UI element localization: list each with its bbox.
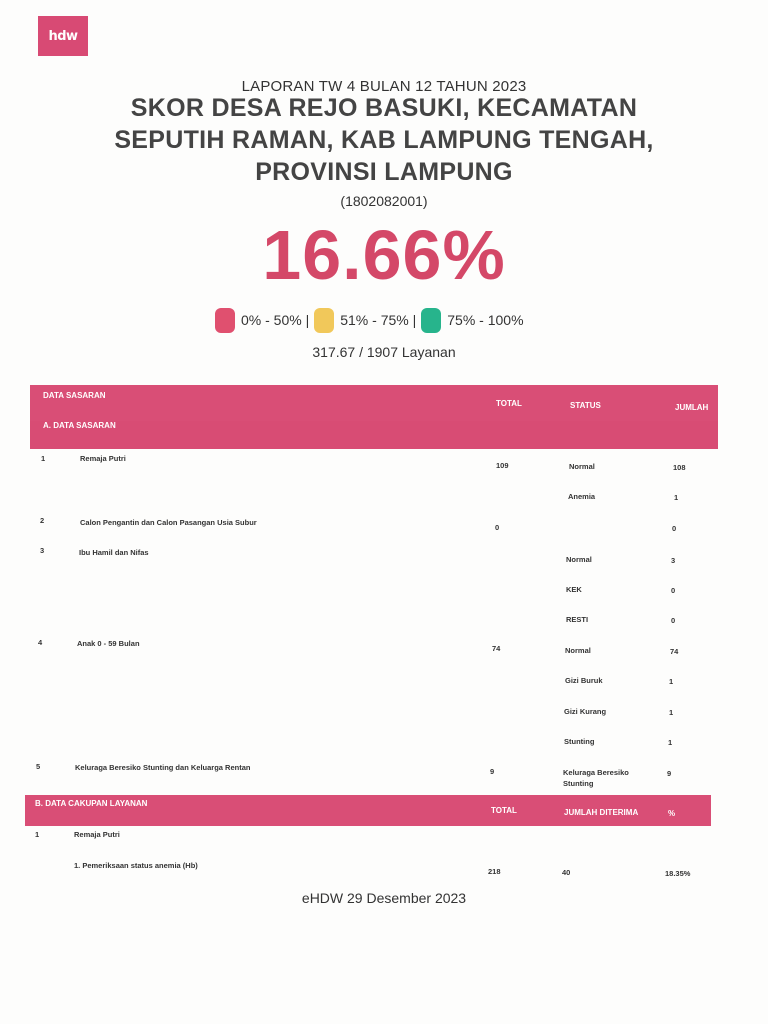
row-no: 3 xyxy=(40,546,45,555)
row-jumlah: 3 xyxy=(671,556,676,565)
row-total: 0 xyxy=(495,523,500,532)
row-status: Stunting xyxy=(564,737,595,746)
row-label: Calon Pengantin dan Calon Pasangan Usia Subur xyxy=(80,518,257,527)
row-jumlah: 1 xyxy=(674,493,679,502)
row-status: Normal xyxy=(566,555,592,564)
village-code: (1802082001) xyxy=(340,193,428,209)
row-jumlah: 1 xyxy=(668,738,673,747)
score-legend xyxy=(215,305,529,335)
row-jumlah: 0 xyxy=(671,616,676,625)
th-jumlah: JUMLAH xyxy=(675,403,709,412)
legend-swatch-yellow xyxy=(314,308,334,333)
row-status: Normal xyxy=(569,462,595,471)
th-percent: % xyxy=(668,809,676,818)
row-percent: 18.35% xyxy=(665,869,691,878)
logo-text: hdw xyxy=(48,28,78,44)
row-jumlah: 108 xyxy=(673,463,686,472)
row-status: Gizi Kurang xyxy=(564,707,607,716)
th-status: STATUS xyxy=(570,401,601,410)
section-a-label: A. DATA SASARAN xyxy=(43,421,116,430)
row-total: 74 xyxy=(492,644,501,653)
report-period: LAPORAN TW 4 BULAN 12 TAHUN 2023 xyxy=(241,78,527,95)
row-status: Keluraga Beresiko Stunting xyxy=(563,768,629,788)
th-jumlah-diterima: JUMLAH DITERIMA xyxy=(564,808,639,817)
row-label: Remaja Putri xyxy=(80,454,126,463)
table-b-header xyxy=(25,795,711,826)
row-status: KEK xyxy=(566,585,582,594)
score-value: 16.66% xyxy=(262,216,506,294)
row-jumlah: 0 xyxy=(672,524,677,533)
section-a-header xyxy=(30,421,718,449)
row-no: 4 xyxy=(38,638,43,647)
legend-label-yellow: 51% - 75% | xyxy=(340,312,417,328)
legend-swatch-green xyxy=(421,308,441,333)
row-label: Ibu Hamil dan Nifas xyxy=(79,548,149,557)
th-total-b: TOTAL xyxy=(491,806,517,815)
page-title: SKOR DESA REJO BASUKI, KECAMATAN SEPUTIH RAMAN, KAB LAMPUNG TENGAH, PROVINSI LAMPUNG xyxy=(114,94,654,186)
row-jumlah: 74 xyxy=(670,647,679,656)
row-total: 109 xyxy=(496,461,509,470)
row-no: 1 xyxy=(41,454,46,463)
th-data-cakupan: B. DATA CAKUPAN LAYANAN xyxy=(35,799,148,808)
table-a-header xyxy=(30,385,718,421)
legend-swatch-red xyxy=(215,308,235,333)
row-no: 1 xyxy=(35,830,40,839)
legend-label-green: 75% - 100% xyxy=(447,312,524,328)
row-jumlah: 1 xyxy=(669,708,674,717)
services-count: 317.67 / 1907 Layanan xyxy=(312,344,456,360)
row-status: Gizi Buruk xyxy=(565,676,603,685)
row-label: 1. Pemeriksaan status anemia (Hb) xyxy=(74,861,198,870)
row-total: 9 xyxy=(490,767,495,776)
th-data-sasaran: DATA SASARAN xyxy=(43,391,106,400)
row-label: Remaja Putri xyxy=(74,830,120,839)
hdw-logo xyxy=(38,16,88,56)
row-jumlah: 9 xyxy=(667,769,672,778)
row-status: Anemia xyxy=(568,492,596,501)
row-diterima: 40 xyxy=(562,868,571,877)
row-status: RESTI xyxy=(566,615,589,624)
row-jumlah: 0 xyxy=(671,586,676,595)
footer-date: eHDW 29 Desember 2023 xyxy=(301,890,467,906)
row-no: 5 xyxy=(36,762,41,771)
row-no: 2 xyxy=(40,516,45,525)
row-label: Anak 0 - 59 Bulan xyxy=(77,639,140,648)
row-label: Keluraga Beresiko Stunting dan Keluarga Rentan xyxy=(75,763,251,772)
row-jumlah: 1 xyxy=(669,677,674,686)
legend-label-red: 0% - 50% | xyxy=(241,312,310,328)
row-total: 218 xyxy=(488,867,501,876)
row-status: Normal xyxy=(565,646,591,655)
th-total: TOTAL xyxy=(496,399,522,408)
